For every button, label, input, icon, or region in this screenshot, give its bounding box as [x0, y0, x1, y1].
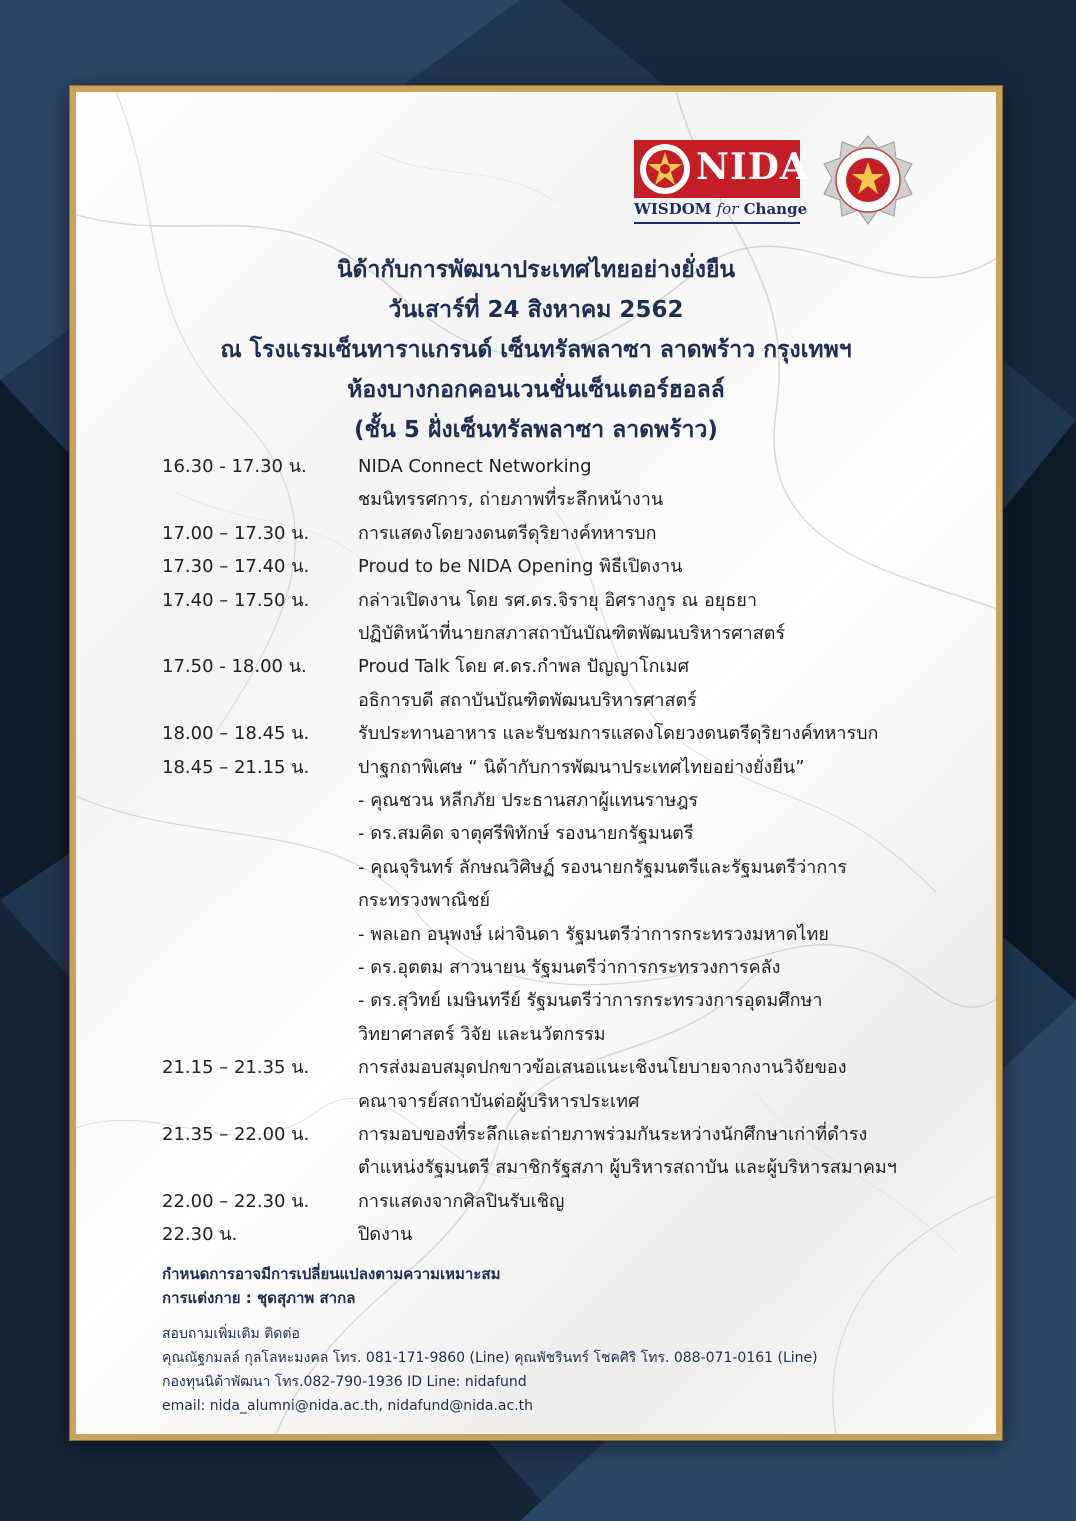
contact-line-2: กองทุนนิด้าพัฒนา โทร.082-790-1936 ID Line: nidafund [162, 1374, 527, 1390]
schedule-time: 18.00 – 18.45 น. [162, 723, 310, 745]
nida-tagline: WISDOM for Change [634, 200, 808, 218]
schedule-time: 18.45 – 21.15 น. [162, 756, 310, 778]
schedule-description: ชมนิทรรศการ, ถ่ายภาพที่ระลึกหน้างาน [358, 489, 664, 511]
event-date: วันเสาร์ที่ 24 สิงหาคม 2562 [388, 297, 684, 323]
schedule-time: 17.40 – 17.50 น. [162, 589, 310, 611]
schedule-description: - ดร.อุตตม สาวนายน รัฐมนตรีว่าการกระทรวงการคลัง [358, 957, 781, 978]
schedule-description: อธิการบดี สถาบันบัณฑิตพัฒนบริหารศาสตร์ [358, 689, 697, 711]
schedule-description: กระทรวงพาณิชย์ [358, 890, 491, 912]
alumni-seal-icon [822, 134, 914, 226]
nida-logo [634, 140, 809, 226]
contact-line-1: คุณณัฐกมลล์ กุลโลหะมงคล โทร. 081-171-9860 (Line) คุณพัชรินทร์ โชคศิริ โทร. 088-071-0161 (Line) [162, 1350, 818, 1366]
schedule-time: 17.00 – 17.30 น. [162, 522, 310, 544]
nida-wordmark: NIDA [696, 146, 809, 188]
schedule-description: วิทยาศาสตร์ วิจัย และนวัตกรรม [358, 1023, 606, 1045]
event-title-block [76, 250, 996, 450]
schedule-description: รับประทานอาหาร และรับชมการแสดงโดยวงดนตรีดุริยางค์ทหารบก [358, 723, 879, 745]
schedule-time: 21.15 – 21.35 น. [162, 1057, 310, 1079]
schedule-description: ปิดงาน [358, 1224, 413, 1246]
schedule-time: 17.50 - 18.00 น. [162, 656, 307, 678]
schedule-description: Proud Talk โดย ศ.ดร.กำพล ปัญญาโกเมศ [358, 656, 689, 678]
schedule-description: NIDA Connect Networking [358, 456, 592, 477]
schedule-time: 22.30 น. [162, 1224, 238, 1246]
event-title: นิด้ากับการพัฒนาประเทศไทยอย่างยั่งยืน [336, 257, 736, 283]
schedule-description: กล่าวเปิดงาน โดย รศ.ดร.จิรายุ อิศรางกูร ณ อยุธยา [358, 589, 757, 611]
schedule-time: 17.30 – 17.40 น. [162, 556, 310, 578]
schedule-description: - คุณชวน หลีกภัย ประธานสภาผู้แทนราษฎร [358, 790, 699, 811]
invitation-card [76, 92, 996, 1434]
schedule-description: Proud to be NIDA Opening พิธีเปิดงาน [358, 556, 683, 578]
schedule-description: - ดร.สุวิทย์ เมษินทรีย์ รัฐมนตรีว่าการกระทรวงการอุดมศึกษา [358, 990, 823, 1012]
schedule-description: การแสดงโดยวงดนตรีดุริยางค์ทหารบก [358, 522, 657, 544]
event-room: ห้องบางกอกคอนเวนชั่นเซ็นเตอร์ฮอลล์ [347, 377, 725, 403]
schedule-description: - ดร.สมคิด จาตุศรีพิทักษ์ รองนายกรัฐมนตรี [358, 823, 694, 845]
dress-code: การแต่งกาย : ชุดสุภาพ สากล [162, 1289, 356, 1307]
schedule-description: คณาจารย์สถาบันต่อผู้บริหารประเทศ [358, 1090, 640, 1112]
nida-emblem-icon [640, 144, 690, 194]
notes [162, 1262, 500, 1310]
schedule-time: 22.00 – 22.30 น. [162, 1190, 310, 1212]
schedule-description: การมอบของที่ระลึกและถ่ายภาพร่วมกันระหว่างนักศึกษาเก่าที่ดำรง [358, 1124, 868, 1145]
schedule-description: - พลเอก อนุพงษ์ เผ่าจินดา รัฐมนตรีว่าการกระทรวงมหาดไทย [358, 923, 829, 945]
schedule-description: การส่งมอบสมุดปกขาวข้อเสนอแนะเชิงนโยบายจากงานวิจัยของ [358, 1057, 847, 1079]
schedule-time: 16.30 - 17.30 น. [162, 456, 307, 477]
event-floor: (ชั้น 5 ฝั่งเซ็นทรัลพลาซา ลาดพร้าว) [354, 417, 718, 443]
schedule-description: ตำแหน่งรัฐมนตรี สมาชิกรัฐสภา ผู้บริหารสถาบัน และผู้บริหารสมาคมฯ [358, 1157, 897, 1179]
change-note: กำหนดการอาจมีการเปลี่ยนแปลงตามความเหมาะสม [162, 1265, 501, 1283]
contact-heading: สอบถามเพิ่มเติม ติดต่อ [162, 1326, 300, 1342]
contact-email: email: nida_alumni@nida.ac.th, nidafund@nida.ac.th [162, 1398, 533, 1414]
schedule-description: ปฏิบัติหน้าที่นายกสภาสถาบันบัณฑิตพัฒนบริหารศาสตร์ [358, 623, 786, 644]
schedule-description: การแสดงจากศิลปินรับเชิญ [358, 1190, 565, 1212]
contact-info [162, 1322, 818, 1418]
schedule-time: 21.35 – 22.00 น. [162, 1124, 310, 1145]
event-venue: ณ โรงแรมเซ็นทาราแกรนด์ เซ็นทรัลพลาซา ลาดพร้าว กรุงเทพฯ [220, 337, 852, 363]
schedule-description: ปาฐกถาพิเศษ “ นิด้ากับการพัฒนาประเทศไทยอย่างยั่งยืน” [358, 756, 805, 778]
schedule-description: - คุณจุรินทร์ ลักษณวิศิษฏ์ รองนายกรัฐมนตรีและรัฐมนตรีว่าการ [358, 856, 847, 878]
